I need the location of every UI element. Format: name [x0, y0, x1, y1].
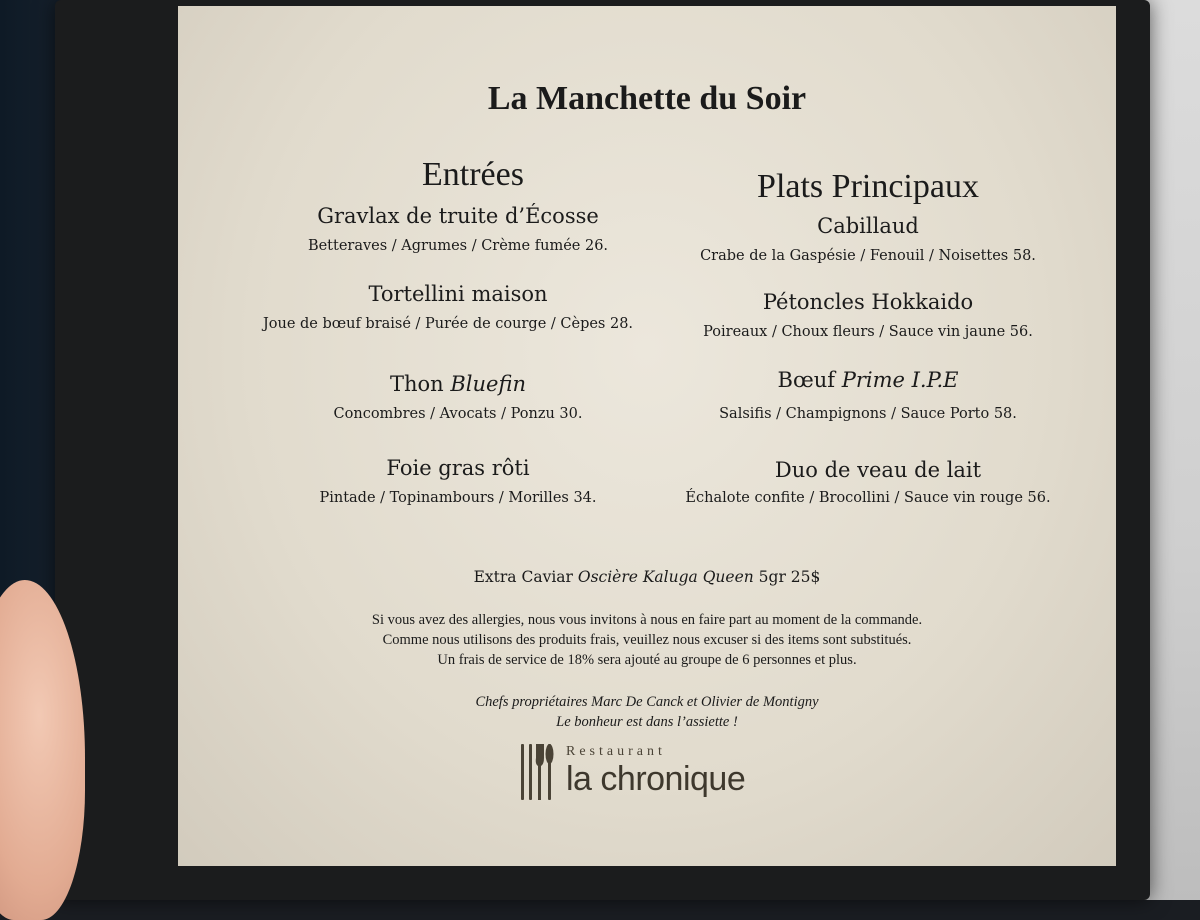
plat-name [658, 368, 1078, 392]
allergy-note: Si vous avez des allergies, nous vous invitons à nous en faire part au moment de la commande. [371, 612, 923, 628]
extra-prefix: Extra Caviar [473, 568, 578, 586]
extra-caviar [178, 568, 1116, 586]
entree-details: Pintade / Topinambours / Morilles 34. [319, 490, 597, 506]
motto: Le bonheur est dans l’assiette ! [556, 714, 738, 730]
plats-heading: Plats Principaux [757, 168, 979, 205]
menu-title: La Manchette du Soir [487, 80, 807, 117]
extra-suffix: 5gr 25$ [753, 568, 821, 586]
entree-details: Concombres / Avocats / Ponzu 30. [333, 406, 583, 422]
entree-name [238, 372, 678, 396]
plat-details: Crabe de la Gaspésie / Fenouil / Noisettes 58. [700, 248, 1036, 264]
entree-name: Gravlax de truite d’Écosse [317, 204, 599, 228]
plat-name: Pétoncles Hokkaido [762, 290, 974, 314]
entree-name-plain: Thon [389, 372, 451, 396]
logo-big-text: la chronique [566, 760, 746, 798]
plat-name-italic: Prime I.P.E [841, 368, 959, 392]
entree-name-italic: Bluefin [450, 372, 526, 396]
entrees-heading: Entrées [422, 156, 524, 193]
substitution-note: Comme nous utilisons des produits frais, veuillez nous excuser si des items sont substitués. [382, 632, 912, 648]
logo-small-text: Restaurant [566, 744, 666, 759]
entree-name: Tortellini maison [368, 282, 548, 306]
chefs-line: Chefs propriétaires Marc De Canck et Olivier de Montigny [475, 694, 819, 710]
entree-name: Foie gras rôti [386, 456, 530, 480]
cutlery-icon [518, 742, 558, 802]
menu-paper [178, 6, 1116, 866]
plat-details: Salsifis / Champignons / Sauce Porto 58. [719, 406, 1017, 422]
extra-italic: Oscière Kaluga Queen [577, 568, 754, 586]
restaurant-logo [518, 742, 778, 806]
entree-details: Betteraves / Agrumes / Crème fumée 26. [307, 238, 609, 254]
service-fee-note: Un frais de service de 18% sera ajouté au groupe de 6 personnes et plus. [437, 652, 857, 668]
entree-details: Joue de bœuf braisé / Purée de courge / Cèpes 28. [262, 316, 634, 332]
plat-name: Duo de veau de lait [774, 458, 982, 482]
plat-details: Échalote confite / Brocollini / Sauce vin rouge 56. [685, 490, 1051, 506]
plat-name-plain: Bœuf [777, 368, 842, 392]
plat-name: Cabillaud [817, 214, 919, 238]
plat-details: Poireaux / Choux fleurs / Sauce vin jaune 56. [703, 324, 1033, 340]
